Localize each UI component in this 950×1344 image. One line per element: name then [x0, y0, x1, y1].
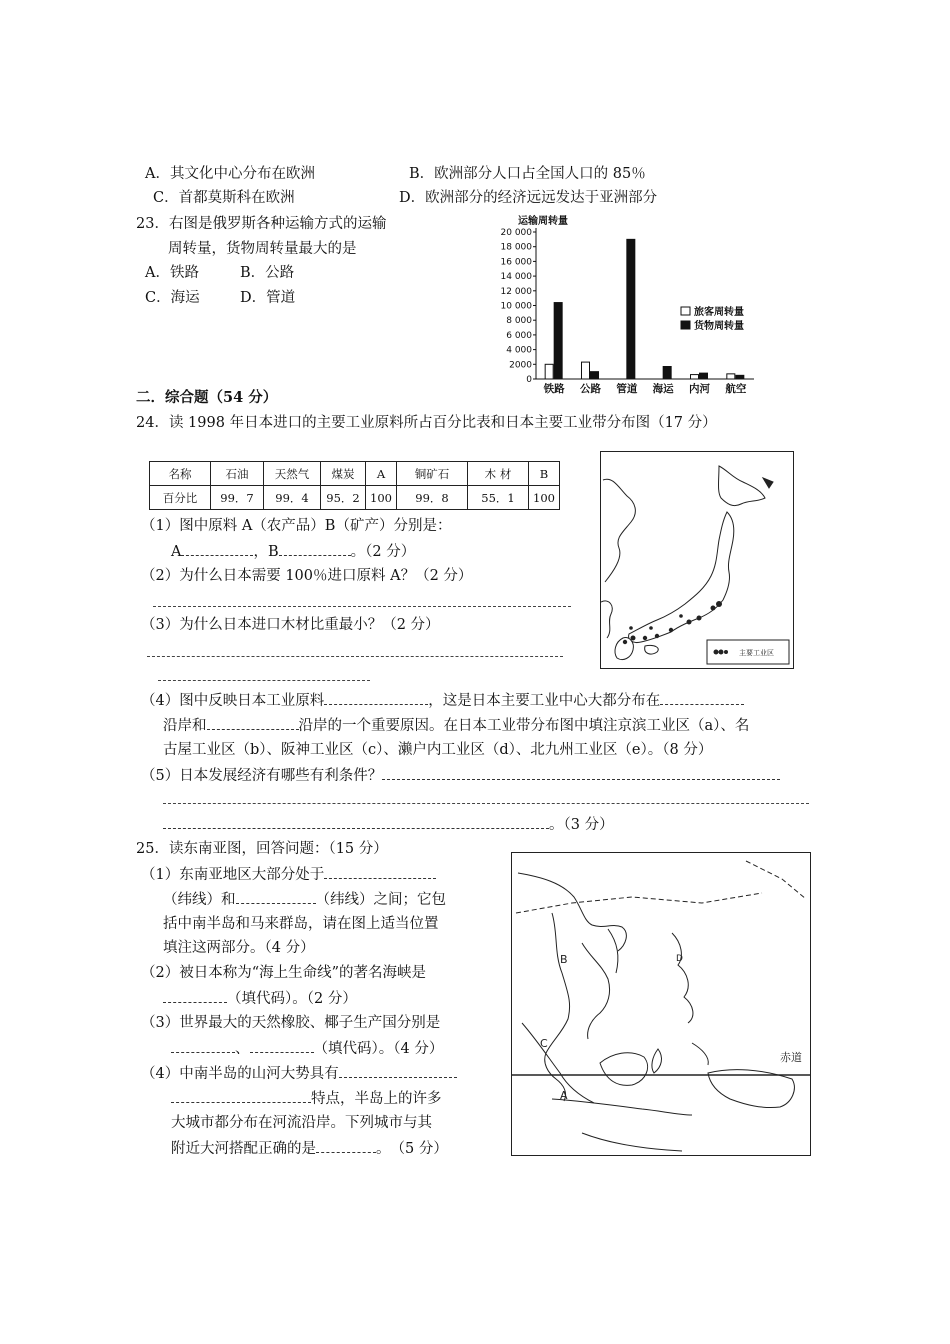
transport-turnover-chart	[488, 212, 768, 397]
answer-blank-q25-1a[interactable]	[324, 864, 436, 879]
x-tick-label: 管道	[616, 383, 638, 395]
table-cell: 木 材	[468, 462, 529, 486]
equator-label: 赤道	[780, 1051, 802, 1064]
bar-freight	[663, 367, 671, 379]
q22-option-b: B．欧洲部分人口占全国人口的 85％	[409, 166, 646, 182]
map-legend-label: 主要工业区	[739, 649, 774, 657]
table-cell: A	[366, 462, 397, 486]
y-tick-label: 14 000	[500, 272, 532, 283]
q25-s3-l1: （3）世界最大的天然橡胶、椰子生产国分别是	[141, 1015, 441, 1031]
bar-freight	[554, 303, 562, 379]
q23-option-a: A．铁路	[145, 265, 199, 281]
table-cell: 天然气	[264, 462, 321, 486]
x-tick-label: 公路	[580, 383, 601, 395]
q25-s4-end: 。 （5 分）	[376, 1141, 448, 1157]
y-tick-label: 8 000	[506, 316, 532, 327]
answer-line-q24-3b[interactable]	[158, 680, 370, 681]
table-cell: 100	[366, 486, 397, 510]
q23-stem-line1: 23．右图是俄罗斯各种运输方式的运输	[136, 216, 387, 232]
q25-s3-end: （填代码）。（4 分）	[313, 1041, 444, 1057]
q23-option-b: B．公路	[240, 265, 295, 281]
q24-sub4-start: （4）图中反映日本工业原料	[141, 693, 325, 709]
bar-passenger	[691, 375, 699, 379]
answer-blank-q24-5a[interactable]	[382, 765, 780, 780]
bar-freight	[700, 373, 708, 379]
y-tick-label: 0	[526, 375, 532, 385]
answer-blank-a[interactable]	[181, 541, 253, 556]
table-cell: 99．4	[264, 486, 321, 510]
table-cell: 百分比	[150, 486, 211, 510]
q24-sub5-end: 。（3 分）	[549, 817, 614, 833]
q24-sub1: （1）图中原料 A（农产品）B（矿产）分别是：	[141, 518, 452, 534]
table-row-values	[150, 486, 560, 510]
q25-s1-l2a: （纬线）和	[163, 892, 236, 908]
q25-s4-l4-text: 附近大河搭配正确的是	[171, 1141, 316, 1157]
q25-s4-l2-text: 特点，半岛上的许多	[311, 1091, 442, 1107]
table-cell: 99．8	[397, 486, 468, 510]
q25-s1-text: （1）东南亚地区大部分处于	[141, 867, 325, 883]
japan-map	[600, 451, 794, 669]
answer-blank-q25-4c[interactable]	[316, 1138, 376, 1153]
table-cell: 石油	[211, 462, 264, 486]
x-tick-label: 海运	[652, 383, 674, 395]
q24-sub4-line2	[163, 715, 749, 736]
map-label-b: B	[560, 953, 568, 966]
answer-blank-q24-5c[interactable]	[163, 814, 549, 829]
q23-option-d: D．管道	[240, 290, 296, 306]
q24-sub5-text: （5）日本发展经济有哪些有利条件？	[141, 768, 383, 784]
q22-option-d: D．欧洲部分的经济远远发达于亚洲部分	[399, 190, 658, 206]
legend-label: 货物周转量	[694, 321, 744, 332]
legend-swatch	[681, 321, 690, 329]
map-label-a: A	[560, 1089, 568, 1102]
q25-title: 25．读东南亚图，回答问题：（15 分）	[136, 841, 388, 857]
q25-s4-text: （4）中南半岛的山河大势具有	[141, 1066, 339, 1082]
x-tick-label: 内河	[689, 383, 710, 395]
q24-sub1-a-label: A	[171, 544, 182, 560]
x-tick-label: 航空	[725, 383, 747, 395]
table-cell: 99．7	[211, 486, 264, 510]
materials-table	[149, 461, 560, 510]
answer-blank-q25-4a[interactable]	[339, 1063, 457, 1078]
q25-s4-l2	[171, 1088, 442, 1109]
q24-sub4-line1	[141, 690, 744, 711]
q25-s1-l3: 括中南半岛和马来群岛，请在图上适当位置	[163, 916, 439, 932]
q25-s1-l4: 填注这两部分。（4 分）	[163, 940, 315, 956]
map-label-c: C	[540, 1037, 548, 1050]
answer-blank-q24-4c[interactable]	[207, 715, 299, 730]
q24-sub4-l2a: 沿岸和	[163, 718, 207, 734]
answer-blank-q24-4b[interactable]	[660, 690, 744, 705]
q24-sub1-b-label: ，B	[253, 544, 279, 560]
q23-stem-line2: 周转量，货物周转量最大的是	[168, 241, 357, 257]
answer-blank-q24-4a[interactable]	[324, 690, 428, 705]
q24-sub2: （2）为什么日本需要 100％进口原料 A？（2 分）	[141, 568, 473, 584]
answer-blank-q25-3a[interactable]	[171, 1038, 235, 1053]
q24-title: 24．读 1998 年日本进口的主要工业原料所占百分比表和日本主要工业带分布图（17 分）	[136, 415, 717, 431]
answer-blank-q25-2[interactable]	[163, 988, 227, 1003]
table-cell: 100	[529, 486, 560, 510]
q25-s1-l2b: （纬线）之间；它包	[315, 892, 446, 908]
bar-passenger	[545, 364, 553, 379]
table-cell: B	[529, 462, 560, 486]
q24-sub4-mid: ，这是日本主要工业中心大都分布在	[428, 693, 661, 709]
legend-swatch	[681, 307, 690, 315]
q25-s4-l4	[171, 1138, 448, 1159]
y-tick-label: 20 000	[500, 228, 532, 238]
q22-option-a: A．其文化中心分布在欧洲	[145, 166, 315, 182]
q24-sub1-answers	[171, 541, 415, 562]
answer-line-q24-5b[interactable]	[163, 803, 809, 804]
table-cell: 煤炭	[321, 462, 366, 486]
q24-sub1-end: 。（2 分）	[350, 544, 416, 560]
japan-map-drawing	[601, 452, 793, 668]
chart-title: 运输周转量	[518, 216, 568, 227]
bar-freight	[627, 239, 635, 379]
y-tick-label: 6 000	[506, 330, 532, 341]
y-tick-label: 10 000	[500, 301, 532, 312]
sea-map-drawing	[512, 853, 810, 1155]
answer-blank-b[interactable]	[279, 541, 351, 556]
q25-s2-l1: （2）被日本称为“海上生命线”的著名海峡是	[141, 965, 427, 981]
y-tick-label: 18 000	[500, 242, 532, 253]
q25-s2-l2-text: （填代码）。（2 分）	[227, 991, 357, 1007]
x-tick-label: 铁路	[543, 383, 565, 395]
q22-option-c: C．首都莫斯科在欧洲	[153, 190, 295, 206]
q25-s3-l2	[171, 1038, 443, 1059]
table-cell: 55．1	[468, 486, 529, 510]
q25-s3-sep: 、	[235, 1041, 250, 1057]
q24-sub5-line3	[163, 814, 614, 835]
answer-line-q24-3[interactable]	[147, 656, 563, 657]
q25-s4-l3: 大城市都分布在河流沿岸。下列城市与其	[171, 1115, 432, 1131]
bar-passenger	[582, 362, 590, 379]
q25-s1-l1	[141, 864, 436, 885]
q25-s1-l2	[163, 889, 446, 910]
bar-freight	[591, 372, 599, 379]
map-label-d: D	[676, 954, 683, 964]
answer-blank-q25-3b[interactable]	[250, 1038, 314, 1053]
q24-sub4-line3: 古屋工业区（b）、阪神工业区（c）、濑户内工业区（d）、北九州工业区（e）。（8 分）	[163, 742, 713, 758]
y-tick-label: 12 000	[500, 286, 532, 297]
q23-option-c: C．海运	[145, 290, 200, 306]
answer-blank-q25-4b[interactable]	[171, 1088, 311, 1103]
y-tick-label: 16 000	[500, 257, 532, 268]
legend-label: 旅客周转量	[694, 307, 744, 318]
q25-s2-l2	[163, 988, 357, 1009]
bar-freight	[736, 375, 744, 379]
answer-blank-q25-1b[interactable]	[236, 889, 316, 904]
q24-sub3: （3）为什么日本进口木材比重最小？（2 分）	[141, 617, 440, 633]
q25-s4-l1	[141, 1063, 457, 1084]
table-row-header	[150, 462, 560, 486]
q24-sub5	[141, 765, 780, 786]
section2-title: 二．综合题（54 分）	[136, 389, 278, 406]
table-cell: 铜矿石	[397, 462, 468, 486]
table-cell: 名称	[150, 462, 211, 486]
table-cell: 95．2	[321, 486, 366, 510]
y-tick-label: 4 000	[506, 345, 532, 356]
q24-sub4-l2b: 沿岸的一个重要原因。在日本工业带分布图中填注京滨工业区（a）、名	[298, 718, 750, 734]
y-tick-label: 2000	[509, 360, 532, 371]
bar-passenger	[727, 374, 735, 379]
southeast-asia-map	[511, 852, 811, 1156]
answer-line-q24-2[interactable]	[153, 606, 571, 607]
